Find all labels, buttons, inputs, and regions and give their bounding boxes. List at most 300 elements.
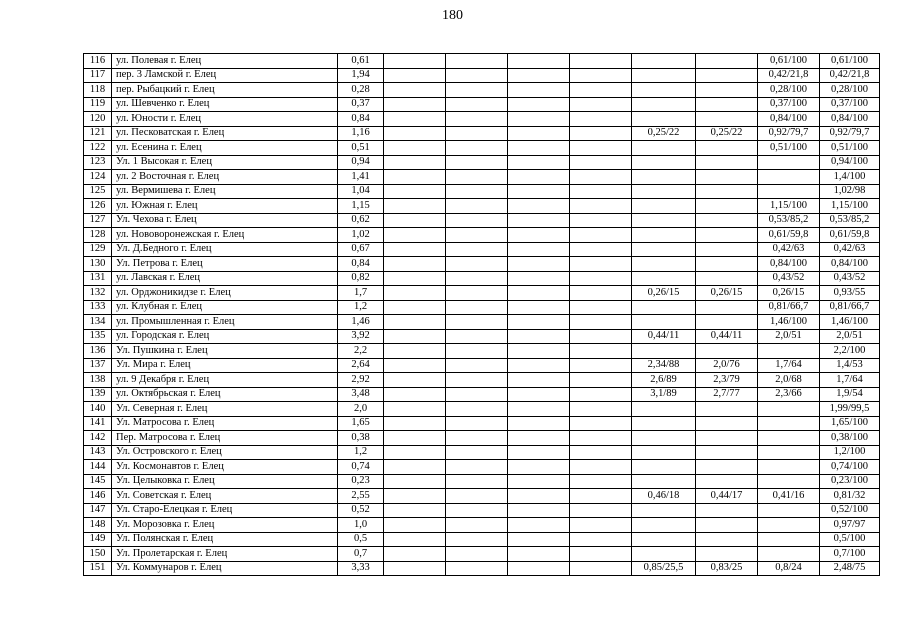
col-8-cell: [632, 460, 696, 475]
col-9-cell: [696, 416, 758, 431]
col-6-cell: [508, 126, 570, 141]
col-8-cell: [632, 547, 696, 562]
col-4-cell: [384, 257, 446, 272]
street-name-cell: ул. Промышленная г. Елец: [112, 315, 338, 330]
col-5-cell: [446, 286, 508, 301]
col-9-cell: [696, 445, 758, 460]
road-length-cell: 3,33: [338, 561, 384, 576]
col-9-cell: [696, 170, 758, 185]
col-6-cell: [508, 213, 570, 228]
col-4-cell: [384, 199, 446, 214]
road-length-cell: 1,02: [338, 228, 384, 243]
col-8-cell: [632, 170, 696, 185]
road-length-cell: 1,94: [338, 68, 384, 83]
col-7-cell: [570, 416, 632, 431]
road-length-cell: 0,37: [338, 97, 384, 112]
table-row: [84, 199, 880, 214]
col-9-cell: [696, 112, 758, 127]
col-4-cell: [384, 170, 446, 185]
road-length-cell: 1,7: [338, 286, 384, 301]
col-4-cell: [384, 286, 446, 301]
col-10-cell: 0,42/21,8: [758, 68, 820, 83]
col-7-cell: [570, 199, 632, 214]
col-9-cell: [696, 271, 758, 286]
col-9-cell: [696, 54, 758, 69]
col-6-cell: [508, 329, 570, 344]
col-11-cell: 0,28/100: [820, 83, 880, 98]
row-number-cell: 118: [84, 83, 112, 98]
col-11-cell: 0,7/100: [820, 547, 880, 562]
col-11-cell: 1,65/100: [820, 416, 880, 431]
col-10-cell: 0,26/15: [758, 286, 820, 301]
col-8-cell: [632, 83, 696, 98]
col-6-cell: [508, 489, 570, 504]
col-10-cell: 0,84/100: [758, 257, 820, 272]
street-name-cell: Ул. Старо-Елецкая г. Елец: [112, 503, 338, 518]
col-9-cell: [696, 532, 758, 547]
road-length-cell: 0,62: [338, 213, 384, 228]
col-10-cell: 0,53/85,2: [758, 213, 820, 228]
street-name-cell: Ул. Мира г. Елец: [112, 358, 338, 373]
row-number-cell: 145: [84, 474, 112, 489]
col-9-cell: [696, 257, 758, 272]
col-7-cell: [570, 228, 632, 243]
col-11-cell: 0,61/100: [820, 54, 880, 69]
col-7-cell: [570, 431, 632, 446]
col-7-cell: [570, 170, 632, 185]
col-7-cell: [570, 445, 632, 460]
col-7-cell: [570, 300, 632, 315]
table-row: [84, 358, 880, 373]
col-11-cell: 0,38/100: [820, 431, 880, 446]
col-10-cell: [758, 518, 820, 533]
col-11-cell: 0,51/100: [820, 141, 880, 156]
col-10-cell: [758, 460, 820, 475]
col-8-cell: 0,26/15: [632, 286, 696, 301]
col-7-cell: [570, 460, 632, 475]
col-11-cell: 0,42/21,8: [820, 68, 880, 83]
row-number-cell: 131: [84, 271, 112, 286]
col-4-cell: [384, 445, 446, 460]
col-7-cell: [570, 489, 632, 504]
col-9-cell: [696, 315, 758, 330]
road-length-cell: 3,92: [338, 329, 384, 344]
col-7-cell: [570, 68, 632, 83]
street-name-cell: ул. Полевая г. Елец: [112, 54, 338, 69]
table-row: [84, 547, 880, 562]
col-6-cell: [508, 315, 570, 330]
col-11-cell: 2,48/75: [820, 561, 880, 576]
col-7-cell: [570, 561, 632, 576]
col-11-cell: 0,97/97: [820, 518, 880, 533]
col-11-cell: 0,92/79,7: [820, 126, 880, 141]
table-row: [84, 518, 880, 533]
row-number-cell: 126: [84, 199, 112, 214]
col-8-cell: [632, 199, 696, 214]
row-number-cell: 144: [84, 460, 112, 475]
col-10-cell: 0,37/100: [758, 97, 820, 112]
col-5-cell: [446, 358, 508, 373]
row-number-cell: 122: [84, 141, 112, 156]
table-row: [84, 286, 880, 301]
col-8-cell: [632, 344, 696, 359]
col-5-cell: [446, 213, 508, 228]
col-5-cell: [446, 402, 508, 417]
col-10-cell: 2,0/68: [758, 373, 820, 388]
col-11-cell: 2,0/51: [820, 329, 880, 344]
col-7-cell: [570, 184, 632, 199]
col-7-cell: [570, 503, 632, 518]
col-11-cell: 0,42/63: [820, 242, 880, 257]
col-8-cell: 2,6/89: [632, 373, 696, 388]
table-row: [84, 184, 880, 199]
road-length-cell: 0,82: [338, 271, 384, 286]
col-9-cell: 2,3/79: [696, 373, 758, 388]
col-4-cell: [384, 141, 446, 156]
col-4-cell: [384, 518, 446, 533]
col-4-cell: [384, 300, 446, 315]
col-6-cell: [508, 460, 570, 475]
table-row: [84, 300, 880, 315]
col-9-cell: 0,25/22: [696, 126, 758, 141]
col-8-cell: [632, 141, 696, 156]
road-length-cell: 0,84: [338, 112, 384, 127]
row-number-cell: 125: [84, 184, 112, 199]
col-10-cell: [758, 532, 820, 547]
col-4-cell: [384, 460, 446, 475]
row-number-cell: 137: [84, 358, 112, 373]
row-number-cell: 139: [84, 387, 112, 402]
col-11-cell: 0,53/85,2: [820, 213, 880, 228]
row-number-cell: 123: [84, 155, 112, 170]
table-row: [84, 344, 880, 359]
col-9-cell: [696, 83, 758, 98]
col-6-cell: [508, 561, 570, 576]
col-7-cell: [570, 387, 632, 402]
col-8-cell: [632, 184, 696, 199]
table-row: [84, 474, 880, 489]
col-9-cell: [696, 141, 758, 156]
col-5-cell: [446, 445, 508, 460]
col-5-cell: [446, 54, 508, 69]
col-5-cell: [446, 373, 508, 388]
row-number-cell: 146: [84, 489, 112, 504]
col-6-cell: [508, 445, 570, 460]
col-7-cell: [570, 474, 632, 489]
col-4-cell: [384, 155, 446, 170]
col-10-cell: [758, 431, 820, 446]
col-4-cell: [384, 503, 446, 518]
street-name-cell: Ул. Островского г. Елец: [112, 445, 338, 460]
col-8-cell: [632, 431, 696, 446]
col-10-cell: 2,3/66: [758, 387, 820, 402]
col-6-cell: [508, 184, 570, 199]
col-4-cell: [384, 184, 446, 199]
col-7-cell: [570, 344, 632, 359]
col-6-cell: [508, 199, 570, 214]
col-8-cell: [632, 474, 696, 489]
street-name-cell: ул. Песковатская г. Елец: [112, 126, 338, 141]
row-number-cell: 134: [84, 315, 112, 330]
col-4-cell: [384, 474, 446, 489]
col-7-cell: [570, 141, 632, 156]
table-row: [84, 532, 880, 547]
road-length-cell: 0,52: [338, 503, 384, 518]
table-row: [84, 257, 880, 272]
col-7-cell: [570, 155, 632, 170]
col-9-cell: [696, 518, 758, 533]
col-6-cell: [508, 532, 570, 547]
col-6-cell: [508, 431, 570, 446]
row-number-cell: 117: [84, 68, 112, 83]
col-9-cell: [696, 68, 758, 83]
row-number-cell: 121: [84, 126, 112, 141]
col-7-cell: [570, 518, 632, 533]
col-6-cell: [508, 257, 570, 272]
row-number-cell: 148: [84, 518, 112, 533]
col-6-cell: [508, 300, 570, 315]
row-number-cell: 142: [84, 431, 112, 446]
col-5-cell: [446, 155, 508, 170]
col-5-cell: [446, 460, 508, 475]
col-9-cell: [696, 344, 758, 359]
col-11-cell: 1,7/64: [820, 373, 880, 388]
road-length-cell: 0,74: [338, 460, 384, 475]
col-8-cell: [632, 257, 696, 272]
col-11-cell: 0,43/52: [820, 271, 880, 286]
col-7-cell: [570, 126, 632, 141]
col-6-cell: [508, 97, 570, 112]
col-10-cell: [758, 344, 820, 359]
table-row: [84, 170, 880, 185]
road-length-cell: 0,94: [338, 155, 384, 170]
col-10-cell: 1,7/64: [758, 358, 820, 373]
col-4-cell: [384, 213, 446, 228]
table-row: [84, 387, 880, 402]
table-row: [84, 329, 880, 344]
row-number-cell: 136: [84, 344, 112, 359]
table-row: [84, 503, 880, 518]
street-name-cell: пер. 3 Ламской г. Елец: [112, 68, 338, 83]
col-8-cell: [632, 68, 696, 83]
street-name-cell: ул. Юности г. Елец: [112, 112, 338, 127]
road-length-cell: 1,65: [338, 416, 384, 431]
col-8-cell: [632, 416, 696, 431]
row-number-cell: 127: [84, 213, 112, 228]
col-8-cell: [632, 242, 696, 257]
col-5-cell: [446, 97, 508, 112]
col-9-cell: 0,83/25: [696, 561, 758, 576]
road-length-cell: 1,0: [338, 518, 384, 533]
road-length-cell: 1,04: [338, 184, 384, 199]
street-name-cell: Ул. Советская г. Елец: [112, 489, 338, 504]
col-11-cell: 0,84/100: [820, 257, 880, 272]
col-5-cell: [446, 170, 508, 185]
col-5-cell: [446, 83, 508, 98]
col-9-cell: [696, 503, 758, 518]
col-6-cell: [508, 358, 570, 373]
table-row: [84, 213, 880, 228]
col-4-cell: [384, 228, 446, 243]
col-9-cell: [696, 460, 758, 475]
col-4-cell: [384, 97, 446, 112]
col-5-cell: [446, 257, 508, 272]
col-5-cell: [446, 300, 508, 315]
col-6-cell: [508, 170, 570, 185]
table-body: [84, 54, 880, 576]
col-8-cell: 2,34/88: [632, 358, 696, 373]
table-row: [84, 141, 880, 156]
row-number-cell: 133: [84, 300, 112, 315]
col-5-cell: [446, 126, 508, 141]
col-10-cell: 0,43/52: [758, 271, 820, 286]
col-11-cell: 0,23/100: [820, 474, 880, 489]
col-6-cell: [508, 155, 570, 170]
row-number-cell: 143: [84, 445, 112, 460]
road-length-cell: 2,2: [338, 344, 384, 359]
table-row: [84, 460, 880, 475]
col-5-cell: [446, 112, 508, 127]
col-10-cell: 0,42/63: [758, 242, 820, 257]
table-row: [84, 373, 880, 388]
col-9-cell: [696, 184, 758, 199]
col-10-cell: 0,41/16: [758, 489, 820, 504]
col-5-cell: [446, 68, 508, 83]
col-8-cell: [632, 54, 696, 69]
road-length-cell: 1,16: [338, 126, 384, 141]
col-11-cell: 1,46/100: [820, 315, 880, 330]
col-5-cell: [446, 329, 508, 344]
col-7-cell: [570, 97, 632, 112]
col-11-cell: 1,02/98: [820, 184, 880, 199]
road-length-cell: 1,2: [338, 300, 384, 315]
table-row: [84, 561, 880, 576]
col-4-cell: [384, 373, 446, 388]
col-11-cell: 1,99/99,5: [820, 402, 880, 417]
col-9-cell: 2,0/76: [696, 358, 758, 373]
col-4-cell: [384, 489, 446, 504]
col-8-cell: 0,25/22: [632, 126, 696, 141]
street-name-cell: ул. 9 Декабря г. Елец: [112, 373, 338, 388]
row-number-cell: 147: [84, 503, 112, 518]
col-8-cell: 0,44/11: [632, 329, 696, 344]
street-name-cell: ул. Клубная г. Елец: [112, 300, 338, 315]
col-6-cell: [508, 344, 570, 359]
col-5-cell: [446, 474, 508, 489]
col-10-cell: 0,28/100: [758, 83, 820, 98]
col-5-cell: [446, 271, 508, 286]
table-row: [84, 402, 880, 417]
street-name-cell: ул. Городская г. Елец: [112, 329, 338, 344]
col-4-cell: [384, 315, 446, 330]
row-number-cell: 141: [84, 416, 112, 431]
table-row: [84, 68, 880, 83]
col-10-cell: 0,61/59,8: [758, 228, 820, 243]
col-9-cell: [696, 242, 758, 257]
col-5-cell: [446, 431, 508, 446]
street-name-cell: пер. Рыбацкий г. Елец: [112, 83, 338, 98]
road-length-cell: 1,2: [338, 445, 384, 460]
col-4-cell: [384, 547, 446, 562]
road-length-cell: 0,5: [338, 532, 384, 547]
col-4-cell: [384, 344, 446, 359]
col-7-cell: [570, 83, 632, 98]
col-6-cell: [508, 373, 570, 388]
street-name-cell: ул. Вермишева г. Елец: [112, 184, 338, 199]
street-name-cell: Ул. Чехова г. Елец: [112, 213, 338, 228]
street-name-cell: Пер. Матросова г. Елец: [112, 431, 338, 446]
col-8-cell: [632, 445, 696, 460]
col-6-cell: [508, 474, 570, 489]
col-6-cell: [508, 228, 570, 243]
table-row: [84, 83, 880, 98]
col-11-cell: 0,52/100: [820, 503, 880, 518]
col-11-cell: 1,2/100: [820, 445, 880, 460]
col-8-cell: [632, 503, 696, 518]
col-5-cell: [446, 503, 508, 518]
street-name-cell: Ул. Пушкина г. Елец: [112, 344, 338, 359]
table-row: [84, 126, 880, 141]
row-number-cell: 129: [84, 242, 112, 257]
col-7-cell: [570, 271, 632, 286]
row-number-cell: 135: [84, 329, 112, 344]
col-7-cell: [570, 242, 632, 257]
road-length-cell: 0,28: [338, 83, 384, 98]
col-11-cell: 0,94/100: [820, 155, 880, 170]
street-name-cell: Ул. 1 Высокая г. Елец: [112, 155, 338, 170]
col-8-cell: [632, 402, 696, 417]
col-10-cell: 0,81/66,7: [758, 300, 820, 315]
col-5-cell: [446, 141, 508, 156]
col-4-cell: [384, 431, 446, 446]
col-10-cell: 1,46/100: [758, 315, 820, 330]
col-10-cell: 2,0/51: [758, 329, 820, 344]
col-5-cell: [446, 489, 508, 504]
col-5-cell: [446, 315, 508, 330]
col-9-cell: 0,26/15: [696, 286, 758, 301]
col-8-cell: [632, 271, 696, 286]
row-number-cell: 140: [84, 402, 112, 417]
col-7-cell: [570, 286, 632, 301]
col-4-cell: [384, 402, 446, 417]
col-4-cell: [384, 271, 446, 286]
col-4-cell: [384, 416, 446, 431]
street-name-cell: Ул. Северная г. Елец: [112, 402, 338, 417]
col-4-cell: [384, 242, 446, 257]
col-5-cell: [446, 199, 508, 214]
col-10-cell: 1,15/100: [758, 199, 820, 214]
col-5-cell: [446, 387, 508, 402]
col-6-cell: [508, 112, 570, 127]
table-row: [84, 489, 880, 504]
col-11-cell: 0,37/100: [820, 97, 880, 112]
table-row: [84, 431, 880, 446]
street-name-cell: Ул. Космонавтов г. Елец: [112, 460, 338, 475]
road-length-cell: 0,61: [338, 54, 384, 69]
col-8-cell: [632, 300, 696, 315]
col-6-cell: [508, 54, 570, 69]
road-length-cell: 0,38: [338, 431, 384, 446]
row-number-cell: 130: [84, 257, 112, 272]
road-length-cell: 2,64: [338, 358, 384, 373]
col-11-cell: 0,84/100: [820, 112, 880, 127]
col-10-cell: [758, 155, 820, 170]
col-6-cell: [508, 402, 570, 417]
col-11-cell: 0,81/32: [820, 489, 880, 504]
row-number-cell: 128: [84, 228, 112, 243]
col-10-cell: [758, 503, 820, 518]
col-7-cell: [570, 257, 632, 272]
